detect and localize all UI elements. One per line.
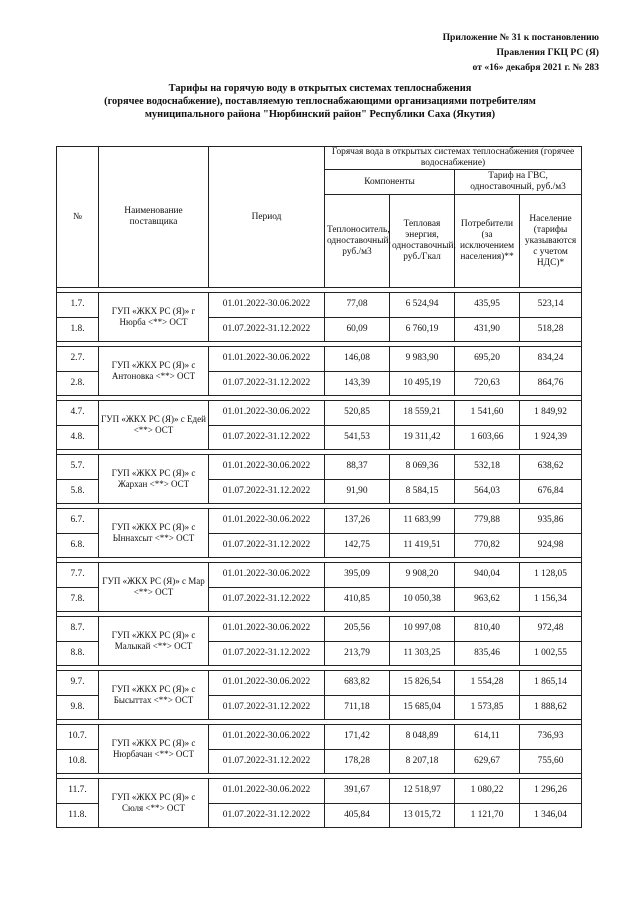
consumers-tariff-cell: 779,88	[455, 509, 520, 534]
header-supplier: Наименование поставщика	[99, 147, 209, 288]
row-number: 4.8.	[57, 425, 99, 450]
consumers-tariff-cell: 1 121,70	[455, 803, 520, 828]
consumers-tariff-cell: 770,82	[455, 533, 520, 558]
table-row	[57, 563, 582, 588]
period-cell: 01.01.2022-30.06.2022	[209, 617, 325, 642]
consumers-tariff-cell: 835,46	[455, 641, 520, 666]
document-title	[40, 82, 600, 121]
heat-carrier-cell: 178,28	[325, 749, 390, 774]
supplier-name: ГУП «ЖКХ РС (Я)» с Мар <**> ОСТ	[99, 563, 209, 612]
period-cell: 01.01.2022-30.06.2022	[209, 563, 325, 588]
row-number: 9.7.	[57, 671, 99, 696]
consumers-tariff-cell: 532,18	[455, 455, 520, 480]
heat-energy-cell: 8 584,15	[390, 479, 455, 504]
period-cell: 01.07.2022-31.12.2022	[209, 641, 325, 666]
heat-energy-cell: 8 048,89	[390, 725, 455, 750]
header-tariff: Тариф на ГВС, одноставочный, руб./м3	[455, 170, 582, 195]
heat-energy-cell: 9 983,90	[390, 347, 455, 372]
population-tariff-cell: 1 346,04	[520, 803, 582, 828]
row-number: 2.7.	[57, 347, 99, 372]
period-cell: 01.07.2022-31.12.2022	[209, 425, 325, 450]
header-period: Период	[209, 147, 325, 288]
heat-energy-cell: 10 050,38	[390, 587, 455, 612]
table-row	[57, 455, 582, 480]
consumers-tariff-cell: 1 573,85	[455, 695, 520, 720]
row-number: 1.7.	[57, 293, 99, 318]
table-row	[57, 779, 582, 804]
period-cell: 01.01.2022-30.06.2022	[209, 401, 325, 426]
heat-carrier-cell: 77,08	[325, 293, 390, 318]
heat-carrier-cell: 137,26	[325, 509, 390, 534]
heat-energy-cell: 8 069,36	[390, 455, 455, 480]
row-number: 8.7.	[57, 617, 99, 642]
population-tariff-cell: 1 924,39	[520, 425, 582, 450]
heat-energy-cell: 15 685,04	[390, 695, 455, 720]
period-cell: 01.07.2022-31.12.2022	[209, 533, 325, 558]
population-tariff-cell: 935,86	[520, 509, 582, 534]
row-number: 5.7.	[57, 455, 99, 480]
consumers-tariff-cell: 614,11	[455, 725, 520, 750]
period-cell: 01.07.2022-31.12.2022	[209, 371, 325, 396]
consumers-tariff-cell: 1 603,66	[455, 425, 520, 450]
population-tariff-cell: 972,48	[520, 617, 582, 642]
heat-carrier-cell: 143,39	[325, 371, 390, 396]
population-tariff-cell: 523,14	[520, 293, 582, 318]
period-cell: 01.07.2022-31.12.2022	[209, 695, 325, 720]
header-heat-carrier: Теплоноситель, одноставочный, руб./м3	[325, 195, 390, 288]
supplier-name: ГУП «ЖКХ РС (Я)» с Малыкай <**> ОСТ	[99, 617, 209, 666]
row-number: 11.8.	[57, 803, 99, 828]
supplier-name: ГУП «ЖКХ РС (Я)» с Антоновка <**> ОСТ	[99, 347, 209, 396]
consumers-tariff-cell: 435,95	[455, 293, 520, 318]
population-tariff-cell: 1 296,26	[520, 779, 582, 804]
heat-carrier-cell: 213,79	[325, 641, 390, 666]
supplier-name: ГУП «ЖКХ РС (Я)» с Ыннахсыт <**> ОСТ	[99, 509, 209, 558]
row-number: 10.7.	[57, 725, 99, 750]
heat-energy-cell: 11 419,51	[390, 533, 455, 558]
population-tariff-cell: 518,28	[520, 317, 582, 342]
population-tariff-cell: 1 865,14	[520, 671, 582, 696]
heat-carrier-cell: 541,53	[325, 425, 390, 450]
consumers-tariff-cell: 810,40	[455, 617, 520, 642]
table-row	[57, 671, 582, 696]
heat-carrier-cell: 171,42	[325, 725, 390, 750]
header-line-2: Правления ГКЦ РС (Я)	[496, 47, 599, 58]
heat-energy-cell: 19 311,42	[390, 425, 455, 450]
supplier-name: ГУП «ЖКХ РС (Я)» г Нюрба <**> ОСТ	[99, 293, 209, 342]
heat-energy-cell: 18 559,21	[390, 401, 455, 426]
header-no: №	[57, 147, 99, 288]
row-number: 6.7.	[57, 509, 99, 534]
header-line-1: Приложение № 31 к постановлению	[442, 32, 599, 43]
row-number: 11.7.	[57, 779, 99, 804]
heat-carrier-cell: 91,90	[325, 479, 390, 504]
consumers-tariff-cell: 695,20	[455, 347, 520, 372]
heat-carrier-cell: 405,84	[325, 803, 390, 828]
heat-carrier-cell: 60,09	[325, 317, 390, 342]
heat-carrier-cell: 711,18	[325, 695, 390, 720]
supplier-name: ГУП «ЖКХ РС (Я)» с Сюля <**> ОСТ	[99, 779, 209, 828]
consumers-tariff-cell: 940,04	[455, 563, 520, 588]
header-hot-water-group: Горячая вода в открытых системах теплоснабжения (горячее водоснабжение)	[325, 147, 582, 170]
header-population: Население (тарифы указываются с учетом НДС)*	[520, 195, 582, 288]
heat-carrier-cell: 146,08	[325, 347, 390, 372]
population-tariff-cell: 736,93	[520, 725, 582, 750]
table-row	[57, 509, 582, 534]
consumers-tariff-cell: 564,03	[455, 479, 520, 504]
row-number: 2.8.	[57, 371, 99, 396]
supplier-name: ГУП «ЖКХ РС (Я)» с Нюрбачан <**> ОСТ	[99, 725, 209, 774]
heat-energy-cell: 6 760,19	[390, 317, 455, 342]
period-cell: 01.01.2022-30.06.2022	[209, 725, 325, 750]
consumers-tariff-cell: 1 541,60	[455, 401, 520, 426]
table-row	[57, 617, 582, 642]
table-row	[57, 401, 582, 426]
population-tariff-cell: 1 156,34	[520, 587, 582, 612]
heat-carrier-cell: 205,56	[325, 617, 390, 642]
consumers-tariff-cell: 1 080,22	[455, 779, 520, 804]
period-cell: 01.07.2022-31.12.2022	[209, 803, 325, 828]
population-tariff-cell: 755,60	[520, 749, 582, 774]
supplier-name: ГУП «ЖКХ РС (Я)» с Бысыттах <**> ОСТ	[99, 671, 209, 720]
heat-energy-cell: 11 683,99	[390, 509, 455, 534]
heat-carrier-cell: 391,67	[325, 779, 390, 804]
population-tariff-cell: 1 128,05	[520, 563, 582, 588]
tariff-table-body	[57, 288, 582, 828]
heat-energy-cell: 10 997,08	[390, 617, 455, 642]
heat-energy-cell: 15 826,54	[390, 671, 455, 696]
period-cell: 01.01.2022-30.06.2022	[209, 509, 325, 534]
population-tariff-cell: 864,76	[520, 371, 582, 396]
period-cell: 01.07.2022-31.12.2022	[209, 587, 325, 612]
row-number: 7.8.	[57, 587, 99, 612]
table-row	[57, 347, 582, 372]
title-line-1: Тарифы на горячую воду в открытых системах теплоснабжения	[168, 83, 472, 94]
heat-energy-cell: 6 524,94	[390, 293, 455, 318]
heat-energy-cell: 9 908,20	[390, 563, 455, 588]
title-line-2: (горячее водоснабжение), поставляемую теплоснабжающими организациями потребителям	[104, 96, 536, 107]
period-cell: 01.07.2022-31.12.2022	[209, 317, 325, 342]
consumers-tariff-cell: 963,62	[455, 587, 520, 612]
period-cell: 01.01.2022-30.06.2022	[209, 293, 325, 318]
period-cell: 01.01.2022-30.06.2022	[209, 455, 325, 480]
heat-carrier-cell: 410,85	[325, 587, 390, 612]
row-number: 1.8.	[57, 317, 99, 342]
header-line-3: от «16» декабря 2021 г. № 283	[472, 62, 599, 73]
period-cell: 01.01.2022-30.06.2022	[209, 779, 325, 804]
row-number: 9.8.	[57, 695, 99, 720]
heat-carrier-cell: 683,82	[325, 671, 390, 696]
title-line-3: муниципального района "Нюрбинский район" Республики Саха (Якутия)	[144, 109, 496, 120]
row-number: 6.8.	[57, 533, 99, 558]
heat-carrier-cell: 520,85	[325, 401, 390, 426]
period-cell: 01.01.2022-30.06.2022	[209, 347, 325, 372]
heat-energy-cell: 10 495,19	[390, 371, 455, 396]
population-tariff-cell: 1 888,62	[520, 695, 582, 720]
population-tariff-cell: 1 002,55	[520, 641, 582, 666]
consumers-tariff-cell: 720,63	[455, 371, 520, 396]
population-tariff-cell: 638,62	[520, 455, 582, 480]
row-number: 10.8.	[57, 749, 99, 774]
population-tariff-cell: 834,24	[520, 347, 582, 372]
heat-carrier-cell: 88,37	[325, 455, 390, 480]
row-number: 7.7.	[57, 563, 99, 588]
heat-carrier-cell: 142,75	[325, 533, 390, 558]
heat-carrier-cell: 395,09	[325, 563, 390, 588]
tariff-table	[56, 146, 582, 828]
population-tariff-cell: 924,98	[520, 533, 582, 558]
consumers-tariff-cell: 629,67	[455, 749, 520, 774]
row-number: 8.8.	[57, 641, 99, 666]
supplier-name: ГУП «ЖКХ РС (Я)» с Едей <**> ОСТ	[99, 401, 209, 450]
heat-energy-cell: 11 303,25	[390, 641, 455, 666]
period-cell: 01.07.2022-31.12.2022	[209, 749, 325, 774]
consumers-tariff-cell: 431,90	[455, 317, 520, 342]
header-heat-energy: Тепловая энергия, одноставочный, руб./Гкал	[390, 195, 455, 288]
table-row	[57, 293, 582, 318]
row-number: 4.7.	[57, 401, 99, 426]
period-cell: 01.07.2022-31.12.2022	[209, 479, 325, 504]
period-cell: 01.01.2022-30.06.2022	[209, 671, 325, 696]
population-tariff-cell: 676,84	[520, 479, 582, 504]
supplier-name: ГУП «ЖКХ РС (Я)» с Жархан <**> ОСТ	[99, 455, 209, 504]
table-row	[57, 725, 582, 750]
header-consumers: Потребители (за исключением населения)**	[455, 195, 520, 288]
resolution-header	[443, 30, 599, 75]
heat-energy-cell: 8 207,18	[390, 749, 455, 774]
heat-energy-cell: 13 015,72	[390, 803, 455, 828]
row-number: 5.8.	[57, 479, 99, 504]
consumers-tariff-cell: 1 554,28	[455, 671, 520, 696]
population-tariff-cell: 1 849,92	[520, 401, 582, 426]
header-components: Компоненты	[325, 170, 455, 195]
heat-energy-cell: 12 518,97	[390, 779, 455, 804]
